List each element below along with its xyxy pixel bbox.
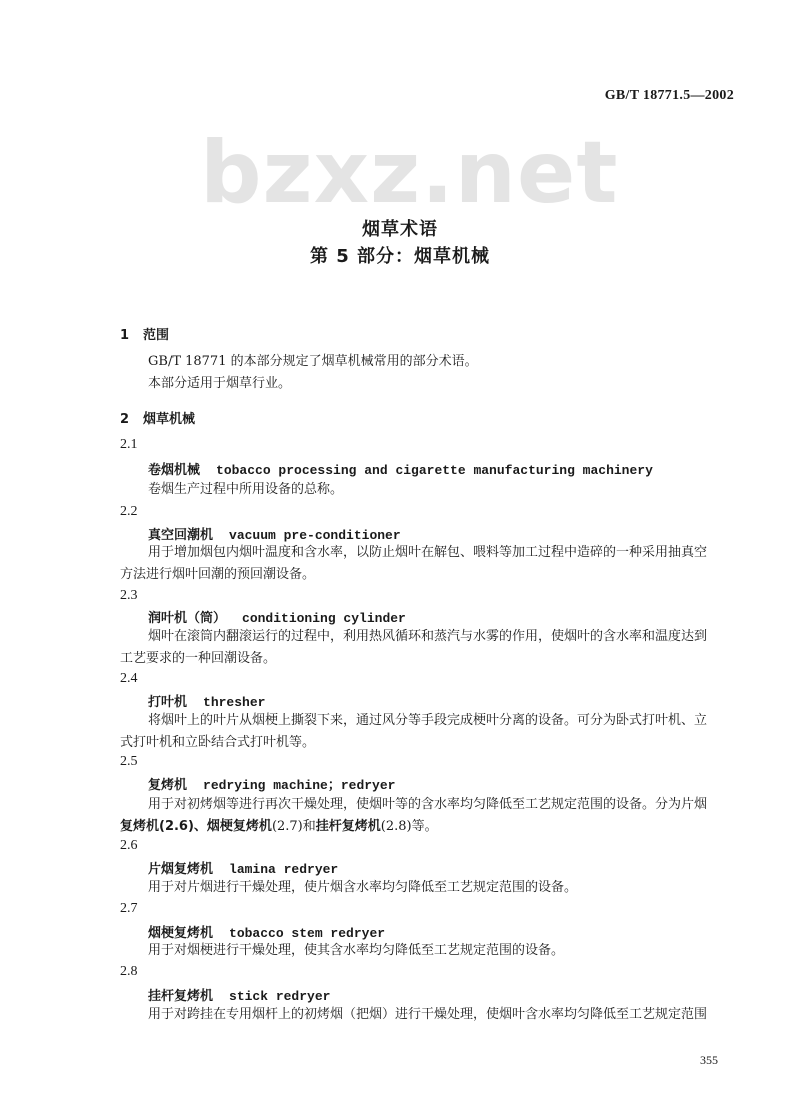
- section-heading-machinery: [120, 408, 195, 427]
- term-number: 2.1: [120, 437, 138, 452]
- term-definition-line-2: 式打叶机和立卧结合式打叶机等。: [120, 735, 316, 750]
- term-number: 2.7: [120, 901, 138, 916]
- term-chinese: 烟梗复烤机: [148, 926, 214, 941]
- term-english: tobacco processing and cigarette manufacturing machinery: [216, 463, 653, 478]
- standard-number: GB/T 18771.5—2002: [604, 88, 734, 103]
- term-definition: 用于对跨挂在专用烟杆上的初烤烟（把烟）进行干燥处理，使烟叶含水率均匀降低至工艺规定范围: [148, 1007, 708, 1022]
- term-number: 2.5: [120, 754, 138, 769]
- term-number: 2.2: [120, 504, 138, 519]
- term-chinese: 卷烟机械: [148, 463, 201, 478]
- term-definition-line-1: 用于增加烟包内烟叶温度和含水率，以防止烟叶在解包、喂料等加工过程中造碎的一种采用抽真空: [148, 545, 708, 560]
- document-subtitle: 第 5 部分：烟草机械: [309, 246, 491, 267]
- term-number: 2.8: [120, 964, 138, 979]
- section-number: 2: [120, 412, 130, 427]
- term-english: stick redryer: [229, 989, 331, 1004]
- section-heading-scope: [120, 324, 169, 343]
- term-entry: [148, 774, 395, 793]
- cross-ref-stem-label: 烟梗复烤机: [206, 819, 272, 834]
- term-number: 2.6: [120, 838, 138, 853]
- term-definition-line-1: 烟叶在滚筒内翻滚运行的过程中，利用热风循环和蒸汽与水雾的作用，使烟叶的含水率和温度达到: [148, 629, 708, 644]
- cross-ref-stick-label: 挂杆复烤机: [315, 819, 381, 834]
- term-english: redrying machine；redryer: [203, 778, 396, 793]
- cross-ref-lamina: 复烤机(2.6)、: [120, 819, 207, 834]
- term-chinese: 复烤机: [148, 778, 188, 793]
- term-definition: 用于对烟梗进行干燥处理，使其含水率均匀降低至工艺规定范围的设备。: [148, 943, 565, 958]
- term-chinese: 挂杆复烤机: [148, 989, 214, 1004]
- term-chinese: 片烟复烤机: [148, 862, 214, 877]
- page-number: 355: [700, 1053, 718, 1067]
- term-definition: 卷烟生产过程中所用设备的总称。: [148, 482, 344, 497]
- term-chinese: 打叶机: [148, 695, 188, 710]
- term-entry: [148, 459, 653, 478]
- section-title: 烟草机械: [143, 412, 196, 427]
- term-english: vacuum pre-conditioner: [229, 528, 401, 543]
- watermark-text: bzxz.net: [200, 123, 619, 223]
- document-title: 烟草术语: [362, 219, 438, 240]
- term-definition-line-1: 用于对初烤烟等进行再次干燥处理，使烟叶等的含水率均匀降低至工艺规定范围的设备。分为片烟: [148, 797, 708, 812]
- term-english: conditioning cylinder: [242, 611, 406, 626]
- term-definition-line-2: 方法进行烟叶回潮的预回潮设备。: [120, 567, 316, 582]
- term-english: lamina redryer: [229, 862, 339, 877]
- section-title: 范围: [143, 328, 170, 343]
- term-chinese: 真空回潮机: [148, 528, 214, 543]
- scope-paragraph-1: GB/T 18771 的本部分规定了烟草机械常用的部分术语。: [148, 354, 478, 369]
- scope-paragraph-2: 本部分适用于烟草行业。: [148, 376, 292, 391]
- term-number: 2.3: [120, 588, 138, 603]
- term-english: thresher: [203, 695, 266, 710]
- term-definition-line-2: [120, 814, 712, 840]
- cross-ref-stick-num: (2.8)等。: [380, 819, 438, 834]
- term-definition-line-2: 工艺要求的一种回潮设备。: [120, 651, 277, 666]
- section-number: 1: [120, 328, 130, 343]
- term-definition-line-1: 将烟叶上的叶片从烟梗上撕裂下来，通过风分等手段完成梗叶分离的设备。可分为卧式打叶机、立: [148, 713, 708, 728]
- term-definition: 用于对片烟进行干燥处理，使片烟含水率均匀降低至工艺规定范围的设备。: [148, 880, 578, 895]
- cross-ref-stem-num: (2.7)和: [271, 819, 316, 834]
- term-number: 2.4: [120, 671, 138, 686]
- term-english: tobacco stem redryer: [229, 926, 386, 941]
- term-chinese: 润叶机（筒）: [148, 611, 227, 626]
